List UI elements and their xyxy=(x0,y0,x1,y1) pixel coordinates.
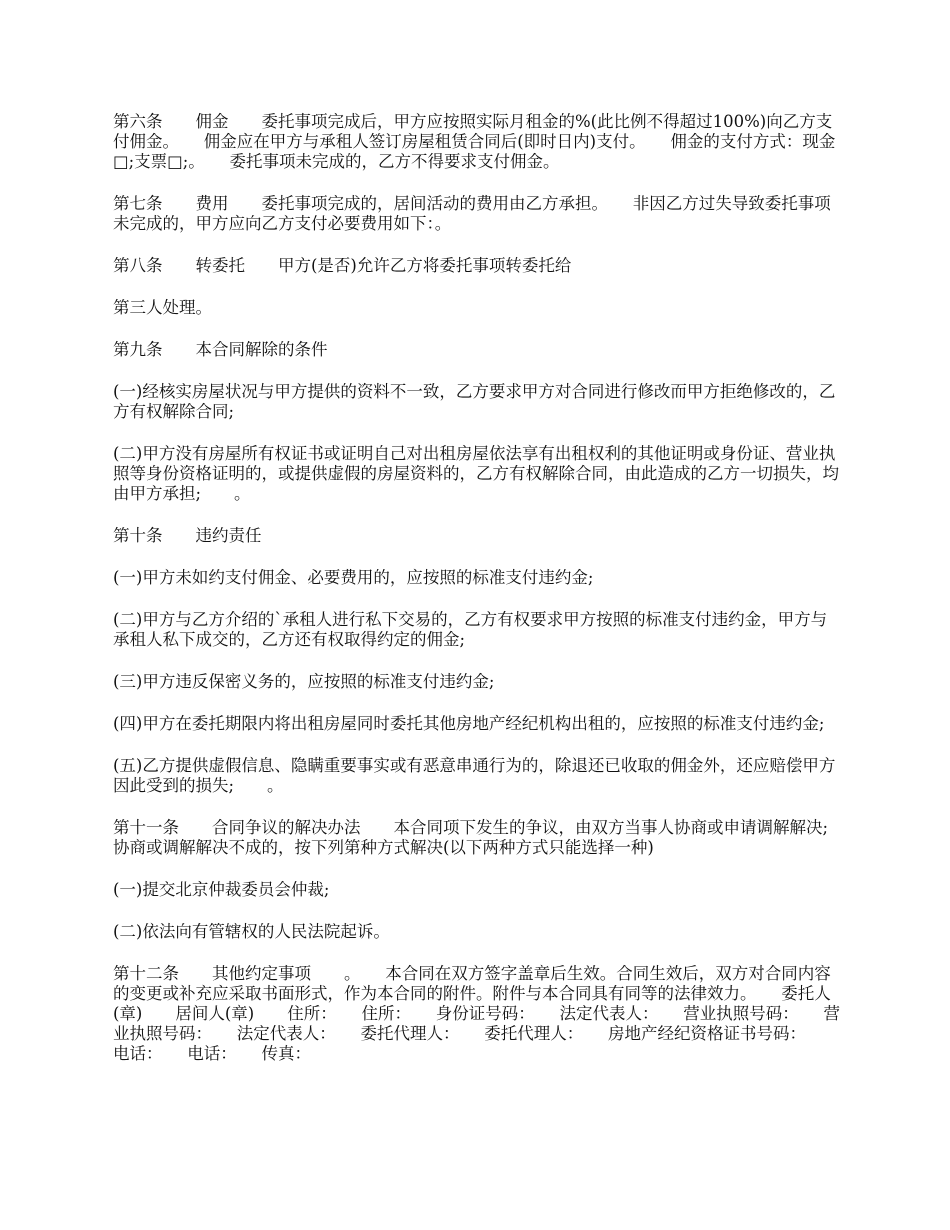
article-6-commission: 第六条 佣金 委托事项完成后，甲方应按照实际月租金的%(此比例不得超过100%)向乙方支付佣金。 佣金应在甲方与承租人签订房屋租赁合同后(即时日内)支付。 佣金的支付方式：现金□;支票□;。 委托事项未完成的，乙方不得要求支付佣金。 xyxy=(113,112,836,171)
article-9-clause-1: (一)经核实房屋状况与甲方提供的资料不一致，乙方要求甲方对合同进行修改而甲方拒绝修改的，乙方有权解除合同; xyxy=(113,382,836,421)
article-11-option-1: (一)提交北京仲裁委员会仲裁; xyxy=(113,880,330,899)
article-10-heading: 第十条 违约责任 xyxy=(113,526,262,545)
article-10-clause-1: (一)甲方未如约支付佣金、必要费用的，应按照的标准支付违约金; xyxy=(113,568,594,587)
article-7-expenses: 第七条 费用 委托事项完成的，居间活动的费用由乙方承担。 非因乙方过失导致委托事项未完成的，甲方应向乙方支付必要费用如下：。 xyxy=(113,194,831,233)
article-8-subcommission: 第八条 转委托 甲方(是否)允许乙方将委托事项转委托给 xyxy=(113,256,572,275)
article-10-clause-4: (四)甲方在委托期限内将出租房屋同时委托其他房地产经纪机构出租的，应按照的标准支付违约金; xyxy=(113,714,825,733)
article-11-dispute: 第十一条 合同争议的解决办法 本合同项下发生的争议，由双方当事人协商或申请调解解决;协商或调解解决不成的，按下列第种方式解决(以下两种方式只能选择一种) xyxy=(113,818,829,857)
article-8-continuation: 第三人处理。 xyxy=(113,298,212,317)
document-body xyxy=(113,112,841,1086)
article-10-clause-2: (二)甲方与乙方介绍的`承租人进行私下交易的，乙方有权要求甲方按照的标准支付违约金，甲方与承租人私下成交的，乙方还有权取得约定的佣金; xyxy=(113,610,828,649)
article-9-clause-2: (二)甲方没有房屋所有权证书或证明自己对出租房屋依法享有出租权利的其他证明或身份证、营业执照等身份资格证明的，或提供虚假的房屋资料的，乙方有权解除合同，由此造成的乙方一切损失，均由甲方承担; 。 xyxy=(113,444,839,503)
article-11-option-2: (二)依法向有管辖权的人民法院起诉。 xyxy=(113,922,390,941)
article-9-heading: 第九条 本合同解除的条件 xyxy=(113,340,328,359)
article-12-other-and-signatures: 第十二条 其他约定事项 。 本合同在双方签字盖章后生效。合同生效后，双方对合同内容的变更或补充应采取书面形式，作为本合同的附件。附件与本合同具有同等的法律效力。 委托人(章) 居间人(章) 住所： 住所： 身份证号码： 法定代表人： 营业执照号码： 营业执照号码： 法定代表人： 委托代理人： 委托代理人： 房地产经纪资格证书号码： 电话： 电话： 传真： xyxy=(113,964,840,1063)
article-10-clause-5: (五)乙方提供虚假信息、隐瞒重要事实或有恶意串通行为的，除退还已收取的佣金外，还应赔偿甲方因此受到的损失; 。 xyxy=(113,756,836,795)
article-10-clause-3: (三)甲方违反保密义务的，应按照的标准支付违约金; xyxy=(113,672,495,691)
